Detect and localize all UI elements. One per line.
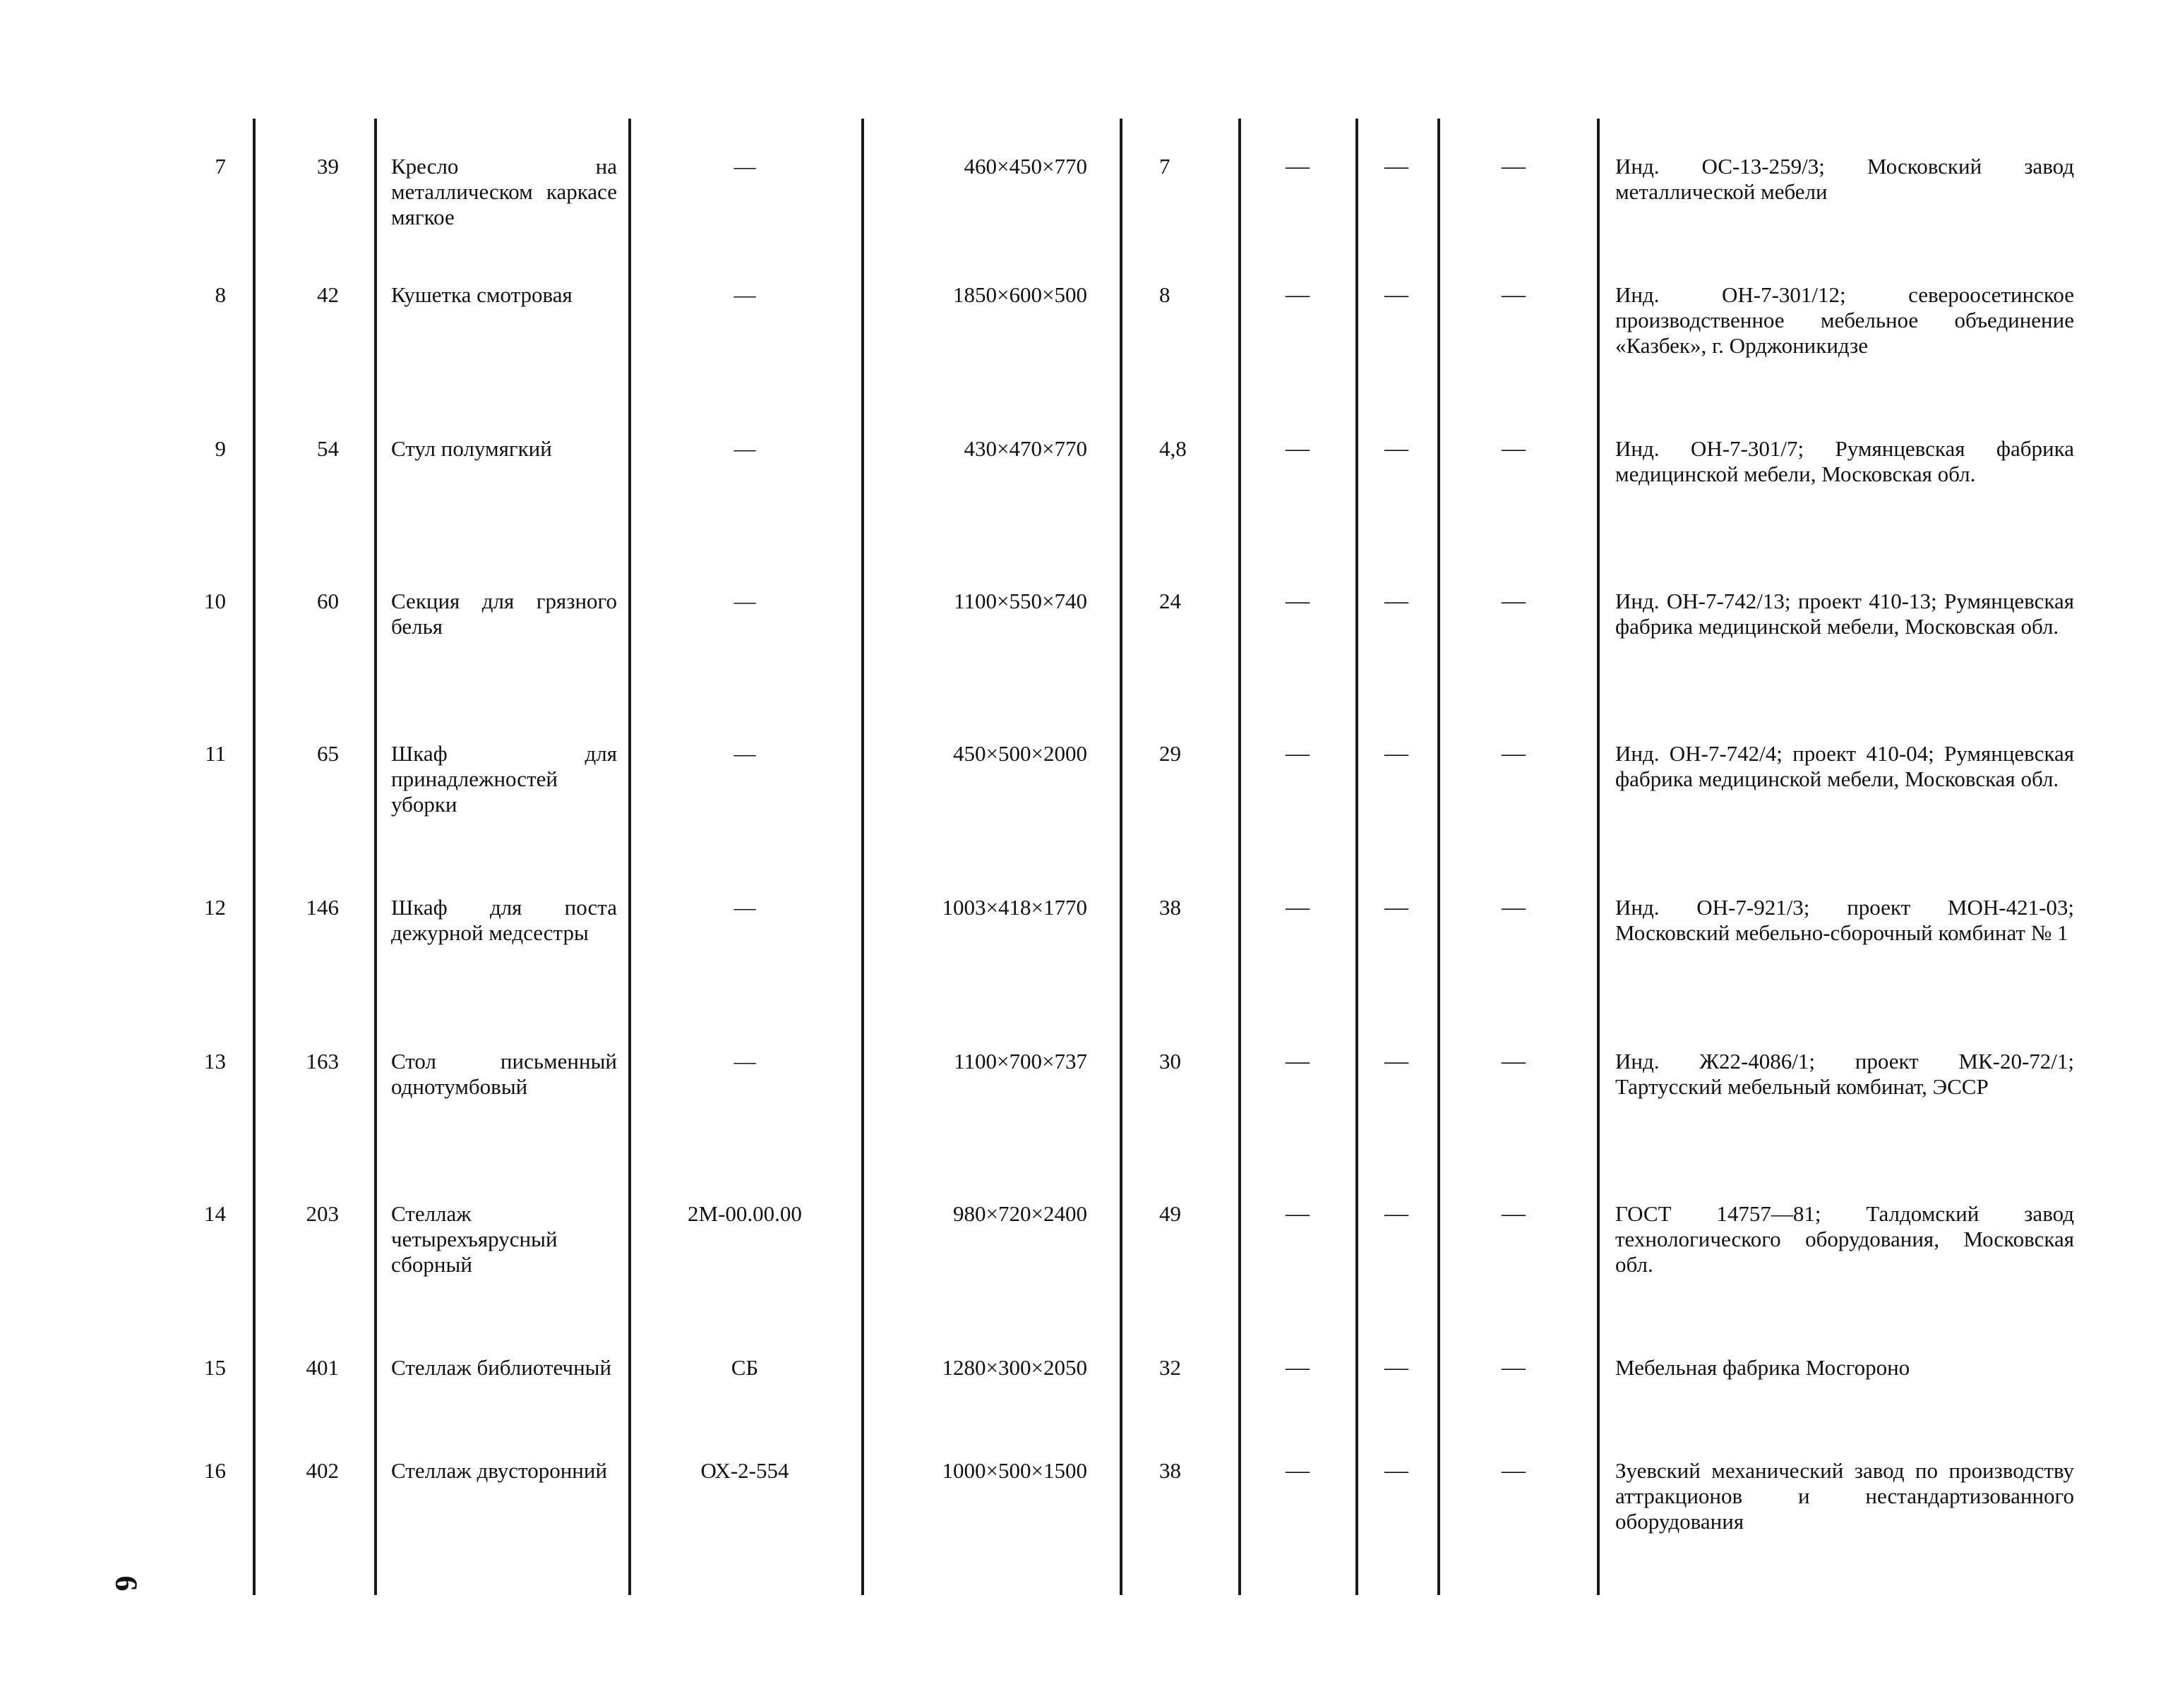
column-b-value: — xyxy=(1384,1354,1408,1381)
dimensions: 430×470×770 xyxy=(964,436,1087,461)
column-c-value: — xyxy=(1502,1457,1526,1484)
column-a-value: — xyxy=(1286,153,1310,179)
quantity: 24 xyxy=(1159,589,1181,613)
item-name: Стеллаж библиотечный xyxy=(391,1355,612,1380)
manufacturer-info: Инд. ОН-7-921/3; проект МОН-421-03; Московский мебельно-сборочный комбинат № 1 xyxy=(1615,895,2074,945)
column-rule-9 xyxy=(1597,119,1600,1595)
drawing-number: — xyxy=(733,154,756,179)
manufacturer-info: Инд. Ж22-4086/1; проект МК-20-72/1; Тартусский мебельный комбинат, ЭССР xyxy=(1615,1049,2074,1099)
position-number: 60 xyxy=(317,589,339,613)
item-name: Стол письменный однотумбовый xyxy=(391,1049,617,1099)
column-c-value: — xyxy=(1502,588,1526,614)
item-name: Кушетка смотровая xyxy=(391,282,573,307)
column-b-value: — xyxy=(1384,1201,1408,1227)
row-number: 9 xyxy=(215,436,226,461)
row-number: 8 xyxy=(215,282,226,307)
manufacturer-info: Инд. ОН-7-301/7; Румянцевская фабрика медицинской мебели, Московская обл. xyxy=(1615,436,2074,486)
manufacturer-info: Инд. ОС-13-259/3; Московский завод металлической мебели xyxy=(1615,154,2074,204)
quantity: 38 xyxy=(1159,895,1181,920)
column-b-value: — xyxy=(1384,153,1408,179)
column-rule-5 xyxy=(1120,119,1122,1595)
item-name: Стеллаж двусторонний xyxy=(391,1458,608,1483)
item-name: Шкаф для поста дежурной медсестры xyxy=(391,895,617,945)
dimensions: 460×450×770 xyxy=(964,154,1087,179)
quantity: 7 xyxy=(1159,154,1170,179)
drawing-number: — xyxy=(733,1049,756,1073)
column-b-value: — xyxy=(1384,435,1408,462)
item-name: Стеллаж четырехъярусный сборный xyxy=(391,1201,558,1277)
position-number: 401 xyxy=(306,1355,339,1380)
column-b-value: — xyxy=(1384,588,1408,614)
manufacturer-info: Инд. ОН-7-301/12; североосетинское производственное мебельное объединение «Казбек», г. Орджоникидзе xyxy=(1615,282,2074,358)
dimensions: 1000×500×1500 xyxy=(942,1458,1087,1483)
position-number: 65 xyxy=(317,741,339,766)
position-number: 54 xyxy=(317,436,339,461)
column-b-value: — xyxy=(1384,894,1408,920)
column-c-value: — xyxy=(1502,894,1526,920)
column-c-value: — xyxy=(1502,1048,1526,1074)
column-c-value: — xyxy=(1502,282,1526,308)
column-b-value: — xyxy=(1384,1048,1408,1074)
column-a-value: — xyxy=(1286,1354,1310,1381)
quantity: 4,8 xyxy=(1159,436,1187,461)
row-number: 15 xyxy=(204,1355,226,1380)
quantity: 30 xyxy=(1159,1049,1181,1073)
manufacturer-info: Инд. ОН-7-742/4; проект 410-04; Румянцевская фабрика медицинской мебели, Московская обл. xyxy=(1615,741,2074,791)
item-name: Шкаф для принадлежностей уборки xyxy=(391,741,617,817)
dimensions: 1100×700×737 xyxy=(954,1049,1087,1073)
quantity: 38 xyxy=(1159,1458,1181,1483)
position-number: 39 xyxy=(317,154,339,179)
dimensions: 980×720×2400 xyxy=(953,1201,1087,1226)
position-number: 402 xyxy=(306,1458,339,1483)
item-name: Стул полумягкий xyxy=(391,436,552,461)
column-c-value: — xyxy=(1502,1354,1526,1381)
item-name: Секция для грязного белья xyxy=(391,589,617,639)
column-a-value: — xyxy=(1286,1201,1310,1227)
dimensions: 1280×300×2050 xyxy=(942,1355,1087,1380)
dimensions: 450×500×2000 xyxy=(953,741,1087,766)
row-number: 7 xyxy=(215,154,226,179)
position-number: 203 xyxy=(306,1201,339,1226)
quantity: 49 xyxy=(1159,1201,1181,1226)
drawing-number: СБ xyxy=(731,1355,759,1380)
row-number: 14 xyxy=(204,1201,226,1226)
column-a-value: — xyxy=(1286,1048,1310,1074)
manufacturer-info: Мебельная фабрика Мосгороно xyxy=(1615,1355,1910,1380)
quantity: 29 xyxy=(1159,741,1181,766)
row-number: 10 xyxy=(204,589,226,613)
drawing-number: — xyxy=(733,895,756,920)
column-c-value: — xyxy=(1502,435,1526,462)
column-b-value: — xyxy=(1384,282,1408,308)
row-number: 12 xyxy=(204,895,226,920)
drawing-number: — xyxy=(733,589,756,613)
dimensions: 1003×418×1770 xyxy=(942,895,1087,920)
row-number: 16 xyxy=(204,1458,226,1483)
manufacturer-info: ГОСТ 14757—81; Талдомский завод технологического оборудования, Московская обл. xyxy=(1615,1201,2074,1277)
column-c-value: — xyxy=(1502,1201,1526,1227)
column-b-value: — xyxy=(1384,1457,1408,1484)
page-number: 6 xyxy=(109,1575,144,1592)
column-rule-3 xyxy=(628,119,631,1595)
drawing-number: 2М-00.00.00 xyxy=(688,1201,802,1226)
item-name: Кресло на металлическом каркасе мягкое xyxy=(391,154,617,229)
manufacturer-info: Зуевский механический завод по производству аттракционов и нестандартизованного оборудования xyxy=(1615,1458,2074,1534)
column-b-value: — xyxy=(1384,740,1408,766)
column-a-value: — xyxy=(1286,588,1310,614)
quantity: 8 xyxy=(1159,282,1170,307)
column-a-value: — xyxy=(1286,894,1310,920)
position-number: 42 xyxy=(317,282,339,307)
dimensions: 1850×600×500 xyxy=(953,282,1087,307)
column-rule-2 xyxy=(374,119,377,1595)
row-number: 13 xyxy=(204,1049,226,1073)
column-c-value: — xyxy=(1502,740,1526,766)
row-number: 11 xyxy=(205,741,226,766)
column-a-value: — xyxy=(1286,1457,1310,1484)
column-rule-6 xyxy=(1238,119,1241,1595)
position-number: 163 xyxy=(306,1049,339,1073)
column-a-value: — xyxy=(1286,282,1310,308)
column-rule-1 xyxy=(253,119,256,1595)
drawing-number: — xyxy=(733,436,756,461)
dimensions: 1100×550×740 xyxy=(954,589,1087,613)
drawing-number: — xyxy=(733,741,756,766)
column-a-value: — xyxy=(1286,435,1310,462)
column-c-value: — xyxy=(1502,153,1526,179)
manufacturer-info: Инд. ОН-7-742/13; проект 410-13; Румянцевская фабрика медицинской мебели, Московская обл. xyxy=(1615,589,2074,639)
position-number: 146 xyxy=(306,895,339,920)
quantity: 32 xyxy=(1159,1355,1181,1380)
drawing-number: — xyxy=(733,282,756,307)
column-a-value: — xyxy=(1286,740,1310,766)
drawing-number: ОХ-2-554 xyxy=(700,1458,789,1483)
column-rule-4 xyxy=(861,119,864,1595)
